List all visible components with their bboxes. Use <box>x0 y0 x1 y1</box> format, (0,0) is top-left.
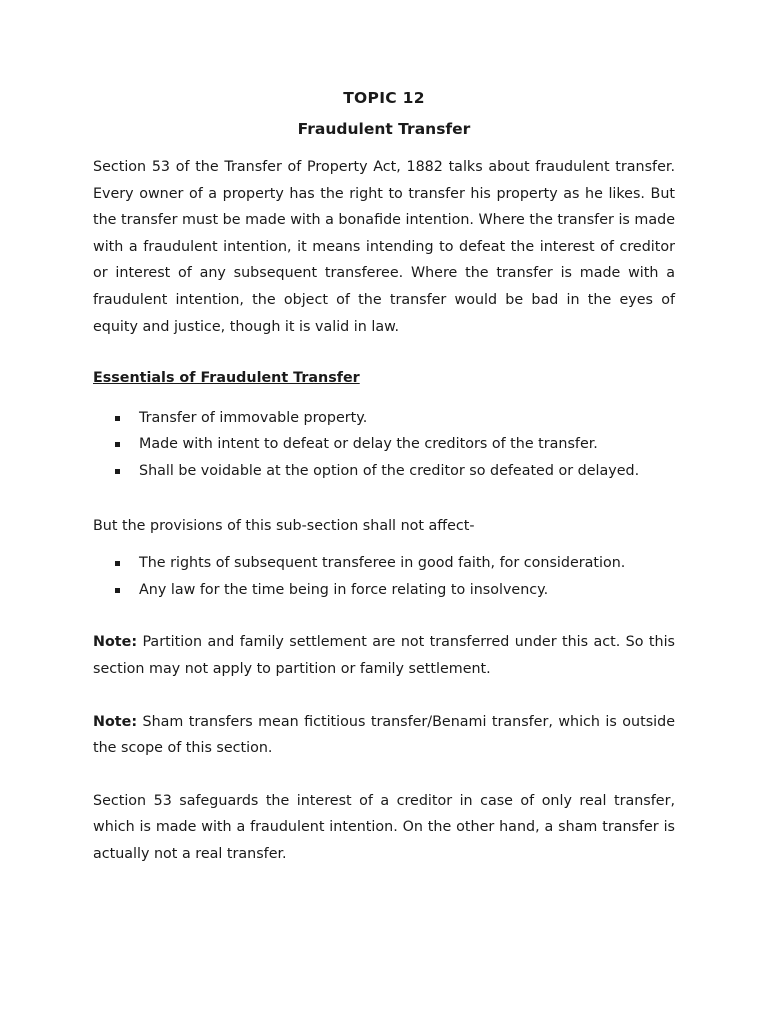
square-bullet-icon <box>115 469 120 474</box>
list-item <box>93 431 675 458</box>
square-bullet-icon <box>115 416 120 421</box>
note-label: Note: <box>93 634 138 651</box>
note-text: Sham transfers mean fictitious transfer/Benami transfer, which is outside the scope of this section. <box>93 713 675 757</box>
list-item <box>93 458 675 485</box>
list-item-text: Shall be voidable at the option of the creditor so defeated or delayed. <box>139 462 640 479</box>
note-text: Partition and family settlement are not transferred under this act. So this section may not apply to partition or family settlement. <box>93 634 675 677</box>
list-item-text: Made with intent to defeat or delay the creditors of the transfer. <box>139 436 598 453</box>
square-bullet-icon <box>115 588 120 593</box>
list-item <box>93 577 675 604</box>
document-page <box>93 86 675 867</box>
page-title: Fraudulent Transfer <box>297 120 471 138</box>
essentials-heading: Essentials of Fraudulent Transfer <box>93 370 360 387</box>
note-partition <box>93 629 675 682</box>
essentials-list <box>93 405 675 485</box>
intro-paragraph: Section 53 of the Transfer of Property Act, 1882 talks about fraudulent transfer. Every owner of a property has the right to transfer his property as he likes. But the transfer must be made with a bonafide intention. Where the transfer is made with a fraudulent intention, it means intending to defeat the interest of creditor or interest of any subsequent transferee. Where the transfer is made with a fraudulent intention, the object of the transfer would be bad in the eyes of equity and justice, though it is valid in law. <box>93 159 675 335</box>
topic-heading: TOPIC 12 <box>343 89 425 107</box>
provisions-intro: But the provisions of this sub-section shall not affect- <box>93 517 475 534</box>
closing-paragraph: Section 53 safeguards the interest of a creditor in case of only real transfer, which is made with a fraudulent intention. On the other hand, a sham transfer is actually not a real transfer. <box>93 792 675 862</box>
square-bullet-icon <box>115 561 120 566</box>
list-item-text: Transfer of immovable property. <box>139 409 368 426</box>
note-label: Note: <box>93 713 138 730</box>
provisions-list <box>93 550 675 603</box>
list-item-text: The rights of subsequent transferee in good faith, for consideration. <box>139 555 626 572</box>
list-item <box>93 405 675 432</box>
square-bullet-icon <box>115 442 120 447</box>
list-item <box>93 550 675 577</box>
list-item-text: Any law for the time being in force relating to insolvency. <box>139 581 549 598</box>
note-sham-transfers <box>93 709 675 762</box>
